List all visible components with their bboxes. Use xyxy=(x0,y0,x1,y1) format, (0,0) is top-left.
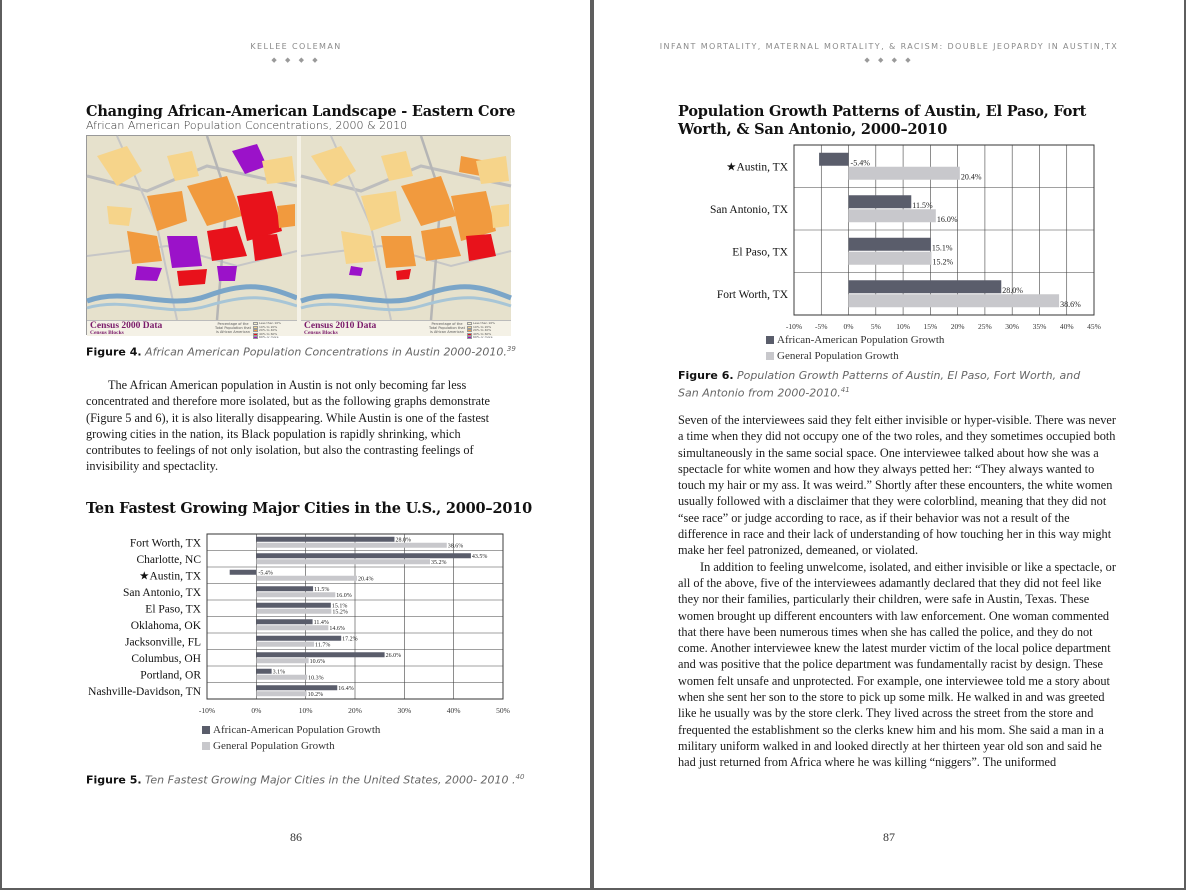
data-label: -5.4% xyxy=(258,570,273,577)
bar-african-american xyxy=(256,603,330,608)
data-label: 11.5% xyxy=(912,200,933,210)
data-label: 3.1% xyxy=(272,669,286,676)
map-2010-subtitle: Census Blocks xyxy=(304,330,338,336)
legend-swatch xyxy=(202,726,210,734)
x-tick-label: 25% xyxy=(978,322,992,331)
x-tick-label: 35% xyxy=(1032,322,1047,331)
bar-african-american xyxy=(230,570,257,575)
figure-6-number: Figure 6. xyxy=(678,369,734,382)
x-tick-label: 20% xyxy=(950,322,965,331)
bar-general xyxy=(849,294,1060,307)
data-label: 28.0% xyxy=(1002,285,1023,295)
chart-5-legend xyxy=(202,722,380,754)
category-label: Columbus, OH xyxy=(131,652,201,665)
map-section-subtitle: African American Population Concentrations, 2000 & 2010 xyxy=(86,119,408,132)
chart-5-svg xyxy=(72,530,522,720)
paragraph-right-2: In addition to feeling unwelcome, isolated, and either invisible or like a spectacle, or all of the above, five of the interviewees adamantly declared that they did not feel like they nor their families, particularly their children, were safe in Austin, Texas. These women brought up different encounters with law enforcement. One woman commented that there have been numerous times when she has called the police, and they do not come. Another interviewee knew the latest murder victim of the local police department and was positive that the police department was fundamentally racist by design. These women felt unsafe and unprotected. For example, one interviewee told me a story about when she sent her son to the store to pick up some milk. He walked in and was greeted like he usually was by the store clerk. They lived across the street from the store and frequented the establishment so the clerks knew him and his mom. She said a man in a military uniform walked in and looked directly at her thirteen year old son and said he had just returned from Africa where he was killing “niggers”. The uniformed xyxy=(678,559,1116,770)
body-paragraph-left xyxy=(86,377,510,475)
figure-4-number: Figure 4. xyxy=(86,345,142,359)
ornament-left: ◆ ◆ ◆ ◆ xyxy=(271,56,321,64)
running-head-left: KELLEE COLEMAN xyxy=(250,42,342,51)
data-label: 16.0% xyxy=(336,592,352,599)
map-legend-label: Less than 10% xyxy=(473,321,495,326)
category-label: Charlotte, NC xyxy=(136,553,201,566)
map-panel-2000 xyxy=(87,136,297,340)
bar-general xyxy=(256,592,335,597)
category-label: San Antonio, TX xyxy=(709,203,788,216)
bar-african-american xyxy=(849,280,1002,293)
category-label: Nashville-Davidson, TN xyxy=(88,685,201,698)
figure-6-ref: 41 xyxy=(840,386,850,394)
category-label: San Antonio, TX xyxy=(122,586,201,599)
x-tick-label: 30% xyxy=(1005,322,1020,331)
running-head-right: INFANT MORTALITY, MATERNAL MORTALITY, & RACISM: DOUBLE JEOPARDY IN AUSTIN,TX xyxy=(659,42,1119,51)
map-2010-legend xyxy=(467,321,507,340)
map-legend-label: 20% to 40% xyxy=(259,328,278,333)
map-2010-image xyxy=(301,136,511,320)
x-tick-label: 0% xyxy=(843,322,854,331)
map-2010-legend-title: Percentage of the Total Population that is African American xyxy=(429,322,465,334)
map-2000-legend-title: Percentage of the Total Population that is African American xyxy=(215,322,251,334)
bar-general xyxy=(256,559,430,564)
bar-general xyxy=(256,642,314,647)
figure-5-ref: 40 xyxy=(515,773,525,781)
data-label: 20.4% xyxy=(960,172,982,182)
bar-general xyxy=(849,167,960,180)
ornament-right: ◆ ◆ ◆ ◆ xyxy=(864,56,914,64)
data-label: 43.5% xyxy=(471,553,488,560)
map-2000-title: Census 2000 Data xyxy=(90,321,163,331)
x-tick-label: 0% xyxy=(251,706,262,715)
x-tick-label: 20% xyxy=(348,706,362,715)
x-tick-label: 40% xyxy=(1059,322,1074,331)
x-tick-label: 50% xyxy=(496,706,510,715)
data-label: 15.2% xyxy=(332,609,348,616)
category-label: Fort Worth, TX xyxy=(129,537,201,550)
data-label: 10.6% xyxy=(309,658,326,665)
map-2000-legend xyxy=(253,321,293,340)
x-tick-label: 30% xyxy=(397,706,412,715)
map-legend-swatch xyxy=(253,336,258,339)
data-label: 15.2% xyxy=(932,257,954,267)
legend-swatch xyxy=(766,352,774,360)
x-tick-label: 15% xyxy=(923,322,938,331)
map-legend-item xyxy=(253,336,293,340)
map-legend-label: 40% to 60% xyxy=(259,331,278,336)
figure-4-text: African American Population Concentrations in Austin 2000-2010. xyxy=(145,345,507,359)
legend-item xyxy=(202,738,380,754)
chart-6 xyxy=(664,145,1114,335)
data-label: 28.0% xyxy=(395,537,411,544)
map-2000-subtitle: Census Blocks xyxy=(90,330,124,336)
data-label: 26.0% xyxy=(385,652,402,659)
bar-african-american xyxy=(256,619,312,624)
right-page xyxy=(594,0,1184,888)
legend-item xyxy=(202,722,380,738)
figure-4-caption xyxy=(86,342,526,360)
page-number-left: 86 xyxy=(290,830,302,844)
legend-label: General Population Growth xyxy=(777,350,899,362)
bar-african-american xyxy=(256,652,384,657)
x-tick-label: 45% xyxy=(1087,322,1101,331)
data-label: 16.4% xyxy=(338,685,354,692)
map-2000-image xyxy=(87,136,297,320)
bar-african-american xyxy=(256,586,313,591)
data-label: 35.2% xyxy=(430,559,447,566)
data-label: 20.4% xyxy=(357,576,374,583)
bar-general xyxy=(849,252,932,265)
figure-6-caption xyxy=(678,368,1098,401)
figure-6-text: Population Growth Patterns of Austin, El Paso, Fort Worth, and San Antonio from 2000-2010. xyxy=(678,369,1081,400)
map-2010-legend-bar xyxy=(301,320,511,340)
map-panel-2010 xyxy=(301,136,511,340)
body-text-right xyxy=(678,412,1118,771)
bar-african-american xyxy=(256,537,394,542)
legend-item xyxy=(766,348,944,364)
bar-general xyxy=(256,576,357,581)
bar-african-american xyxy=(256,636,341,641)
legend-swatch xyxy=(202,742,210,750)
bar-african-american xyxy=(819,153,848,166)
chart-6-title: Population Growth Patterns of Austin, El Paso, Fort Worth, & San Antonio, 2000–2010 xyxy=(678,103,1087,138)
data-label: 15.1% xyxy=(931,243,953,253)
legend-label: African-American Population Growth xyxy=(777,334,945,346)
legend-item xyxy=(766,332,944,348)
bar-general xyxy=(256,691,306,696)
bar-general xyxy=(256,609,331,614)
category-label: Portland, OR xyxy=(140,669,201,682)
chart-6-svg xyxy=(664,145,1114,335)
x-tick-label: -5% xyxy=(815,322,828,331)
category-label: Jacksonville, FL xyxy=(124,636,201,649)
map-legend-item xyxy=(467,336,507,340)
category-label: ★Austin, TX xyxy=(139,570,201,583)
data-label: 17.2% xyxy=(342,636,358,643)
paragraph-left: The African American population in Austin is not only becoming far less concentrated and therefore more isolated, but as the following graphs demonstrate (Figure 5 and 6), it is also literally disappearing. While Austin is one of the fastest growing cities in the nation, its Black population is rapidly shrinking, which contributes to feelings of not only isolation, but also the contrasting feelings of invisibility and spectaclity. xyxy=(86,378,490,474)
data-label: -5.4% xyxy=(850,158,870,168)
legend-swatch xyxy=(766,336,774,344)
data-label: 14.6% xyxy=(329,625,345,632)
chart-6-legend xyxy=(766,332,944,364)
population-map-figure xyxy=(86,135,510,340)
bar-african-american xyxy=(256,553,471,558)
bar-general xyxy=(256,625,328,630)
bar-general xyxy=(256,543,446,548)
chart-5 xyxy=(72,530,522,720)
bar-general xyxy=(256,675,307,680)
data-label: 11.5% xyxy=(314,586,330,593)
page-number-right: 87 xyxy=(883,830,895,844)
category-label: ★Austin, TX xyxy=(726,161,788,174)
x-tick-label: 10% xyxy=(896,322,910,331)
left-page xyxy=(2,0,590,888)
data-label: 15.1% xyxy=(331,603,348,610)
bar-general xyxy=(256,658,308,663)
map-legend-label: 60% or more xyxy=(259,335,279,340)
bar-african-american xyxy=(849,238,931,251)
bar-african-american xyxy=(256,669,271,674)
figure-5-number: Figure 5. xyxy=(86,773,142,787)
figure-5-text: Ten Fastest Growing Major Cities in the United States, 2000- 2010 . xyxy=(145,773,516,787)
data-label: 16.0% xyxy=(936,214,958,224)
x-tick-label: 40% xyxy=(446,706,461,715)
figure-4-ref: 39 xyxy=(506,345,516,353)
category-label: Fort Worth, TX xyxy=(716,288,788,301)
map-legend-label: 10% to 20% xyxy=(259,324,278,329)
bar-african-american xyxy=(256,685,337,690)
bar-african-american xyxy=(849,195,912,208)
category-label: El Paso, TX xyxy=(732,246,788,259)
legend-label: General Population Growth xyxy=(213,740,335,752)
data-label: 38.6% xyxy=(447,543,464,550)
data-label: 10.3% xyxy=(308,675,324,682)
x-tick-label: 10% xyxy=(298,706,313,715)
paragraph-right-1: Seven of the interviewees said they felt either invisible or hyper-visible. There was never a time when they did not occupy one of the two roles, and they sometimes occupied both simultaneously in the same social space. One interviewee talked about how she was a spectacle for white women and how they always petted her: “They always wanted to touch my hair or my ass. It was weird.” Shortly after these encounters, the white women usually followed with a disclaimer that they were colorblind, meaning that they did not “see race” or judge according to race, as if their behavior was not a result of the difference in race and their lack of understanding of how touching her in this way might make her feel patronized, demeaned, or violated. xyxy=(678,413,1116,558)
data-label: 11.4% xyxy=(313,619,329,626)
map-legend-label: 10% to 20% xyxy=(473,324,492,329)
figure-5-caption xyxy=(86,770,526,788)
map-legend-swatch xyxy=(467,336,472,339)
category-label: El Paso, TX xyxy=(145,603,201,616)
data-label: 38.6% xyxy=(1060,299,1081,309)
data-label: 11.7% xyxy=(315,642,331,649)
map-legend-label: Less than 10% xyxy=(259,321,281,326)
chart-5-title: Ten Fastest Growing Major Cities in the U.S., 2000–2010 xyxy=(86,500,533,517)
map-legend-label: 60% or more xyxy=(473,335,493,340)
category-label: Oklahoma, OK xyxy=(130,619,201,632)
map-section-title: Changing African-American Landscape - Eastern Core xyxy=(86,103,516,120)
bar-general xyxy=(849,209,936,222)
x-tick-label: -10% xyxy=(198,706,216,715)
map-legend-label: 20% to 40% xyxy=(473,328,492,333)
legend-label: African-American Population Growth xyxy=(213,724,381,736)
data-label: 10.2% xyxy=(307,691,324,698)
map-legend-label: 40% to 60% xyxy=(473,331,492,336)
map-2010-title: Census 2010 Data xyxy=(304,321,377,331)
map-2000-legend-bar xyxy=(87,320,297,340)
x-tick-label: -10% xyxy=(785,322,803,331)
x-tick-label: 5% xyxy=(870,322,881,331)
